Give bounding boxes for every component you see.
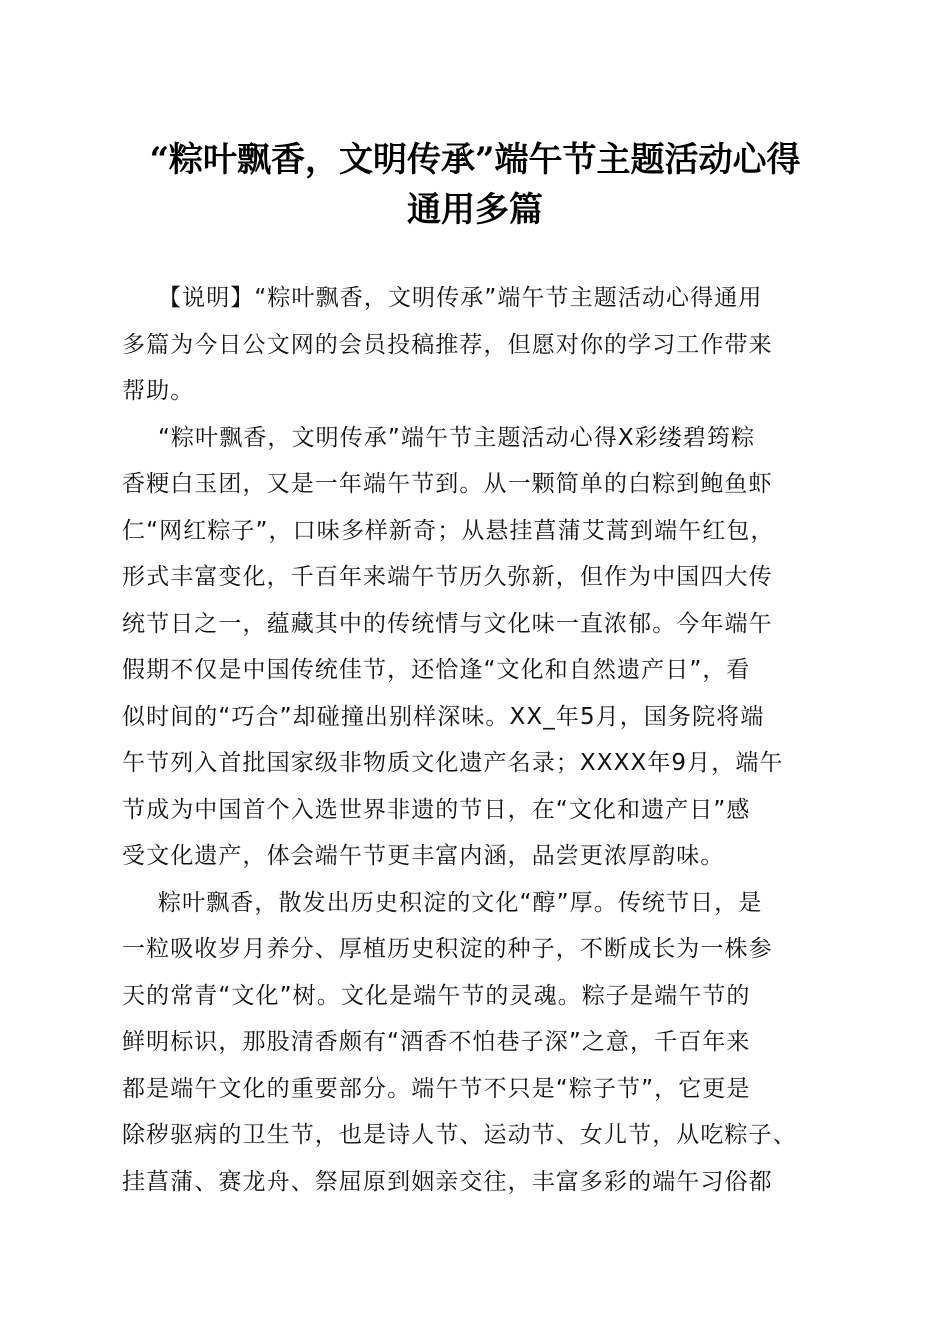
text-line: 除秽驱病的卫生节，也是诗人节、运动节、女儿节，从吃粽子、 bbox=[122, 1122, 797, 1148]
text-line: 形式丰富变化，千百年来端午节历久弥新，但作为中国四大传 bbox=[122, 564, 773, 590]
text-line: 午节列入首批国家级非物质文化遗产名录；XXXX年9月，端午 bbox=[122, 750, 784, 776]
paragraph-opening bbox=[122, 415, 842, 880]
title-line-1: “粽叶飘香，文明传承”端午节主题活动心得 bbox=[149, 140, 801, 180]
title-line-2: 通用多篇 bbox=[407, 190, 543, 230]
text-line: 一粒吸收岁月养分、厚植历史积淀的种子，不断成长为一株参 bbox=[122, 936, 773, 962]
text-line: 多篇为今日公文网的会员投稿推荐，但愿对你的学习工作带来 bbox=[122, 331, 773, 358]
text-line: 帮助。 bbox=[122, 378, 195, 404]
text-line: 挂菖蒲、赛龙舟、祭屈原到姻亲交往，丰富多彩的端午习俗都 bbox=[122, 1168, 773, 1195]
text-line: 假期不仅是中国传统佳节，还恰逢“文化和自然遗产日”，看 bbox=[122, 657, 751, 683]
document-title bbox=[100, 135, 850, 235]
text-line: 粽叶飘香，散发出历史积淀的文化“醇”厚。传统节日，是 bbox=[158, 889, 763, 916]
text-line: 似时间的“巧合”却碰撞出别样深味。XX_年5月，国务院将端 bbox=[122, 703, 765, 730]
text-line: 鲜明标识，那股清香颇有“酒香不怕巷子深”之意，千百年来 bbox=[122, 1029, 751, 1055]
text-line: 节成为中国首个入选世界非遗的节日，在“文化和遗产日”感 bbox=[122, 796, 751, 823]
text-line: 天的常青“文化”树。文化是端午节的灵魂。粽子是端午节的 bbox=[122, 982, 751, 1009]
paragraph-culture bbox=[122, 880, 842, 1206]
text-line: 都是端午文化的重要部分。端午节不只是“粽子节”，它更是 bbox=[122, 1075, 751, 1102]
text-line: “粽叶飘香，文明传承”端午节主题活动心得X彩缕碧筠粽 bbox=[158, 424, 756, 451]
text-line: 【说明】“粽叶飘香，文明传承”端午节主题活动心得通用 bbox=[158, 285, 763, 311]
text-line: 统节日之一，蕴藏其中的传统情与文化味一直浓郁。今年端午 bbox=[122, 610, 773, 637]
text-line: 受文化遗产，体会端午节更丰富内涵，品尝更浓厚韵味。 bbox=[122, 843, 725, 869]
text-line: 仁“网红粽子”，口味多样新奇；从悬挂菖蒲艾蒿到端午红包， bbox=[122, 517, 775, 544]
document-body bbox=[122, 275, 842, 1205]
text-line: 香粳白玉团，又是一年端午节到。从一颗简单的白粽到鲍鱼虾 bbox=[122, 471, 773, 497]
paragraph-intro-note bbox=[122, 275, 842, 415]
